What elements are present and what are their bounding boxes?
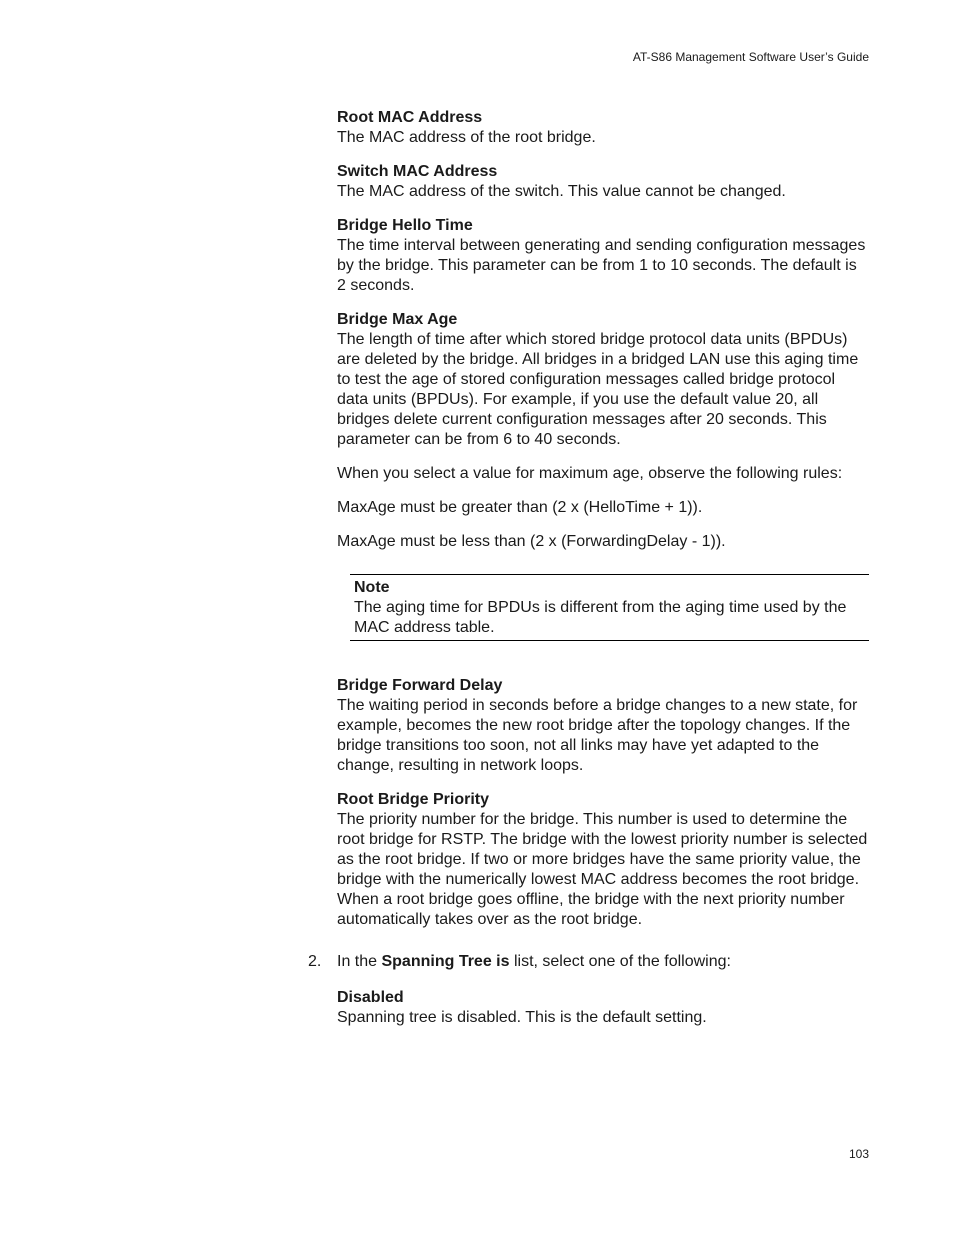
definition-disabled [337,988,869,1028]
definition-forward-delay [337,676,869,776]
paragraph-rule-2: MaxAge must be less than (2 x (ForwardingDelay - 1)). [337,533,726,550]
definition-term: Root Bridge Priority [337,791,490,808]
step-number: 2. [308,953,322,970]
definition-text: The waiting period in seconds before a bridge changes to a new state, for example, becomes the new root bridge after the topology changes. If the bridge transitions too soon, not all links may have yet adapted to the change, resulting in network loops. [337,697,858,774]
definition-text: The time interval between generating and sending configuration messages by the bridge. This parameter can be from 1 to 10 seconds. The default is 2 seconds. [337,237,866,294]
definition-text: The length of time after which stored bridge protocol data units (BPDUs) are deleted by the bridge. All bridges in a bridged LAN use this aging time to test the age of stored configuration messages called bridge protocol data units (BPDUs). For example, if you use the default value 20, all bridges delete current configuration messages after 20 seconds. This parameter can be from 6 to 40 seconds. [337,331,859,448]
definition-switch-mac [337,162,869,202]
definition-root-mac [337,108,869,148]
definition-term: Bridge Max Age [337,311,458,328]
step-text-bold: Spanning Tree is [381,953,510,970]
definition-text: Spanning tree is disabled. This is the default setting. [337,1009,707,1026]
note-title: Note [354,579,390,596]
paragraph-rule-1: MaxAge must be greater than (2 x (HelloTime + 1)). [337,499,703,516]
page-number: 103 [848,1147,869,1161]
definition-text: The MAC address of the root bridge. [337,129,596,146]
page-content [308,108,869,1042]
note-text: The aging time for BPDUs is different from the aging time used by the MAC address table. [354,599,847,636]
note-box [350,574,869,641]
definition-max-age [337,310,869,450]
definition-term: Switch MAC Address [337,163,498,180]
definition-term: Bridge Hello Time [337,217,473,234]
definition-text: The priority number for the bridge. This number is used to determine the root bridge for RSTP. The bridge with the lowest priority number is selected as the root bridge. If two or more bridges have the same priority value, the bridge with the numerically lowest MAC address becomes the root bridge. When a root bridge goes offline, the bridge with the next priority number automatically takes over as the root bridge. [337,811,868,928]
definition-term: Bridge Forward Delay [337,677,503,694]
paragraph-rules-intro: When you select a value for maximum age, observe the following rules: [337,465,843,482]
definition-hello-time [337,216,869,296]
definition-text: The MAC address of the switch. This value cannot be changed. [337,183,786,200]
procedure-step [308,952,869,972]
definition-term: Root MAC Address [337,109,483,126]
step-text-prefix: In the [337,953,382,970]
definition-root-priority [337,790,869,930]
step-text-suffix: list, select one of the following: [509,953,731,970]
running-header: AT-S86 Management Software User’s Guide [632,50,869,64]
definition-term: Disabled [337,989,404,1006]
